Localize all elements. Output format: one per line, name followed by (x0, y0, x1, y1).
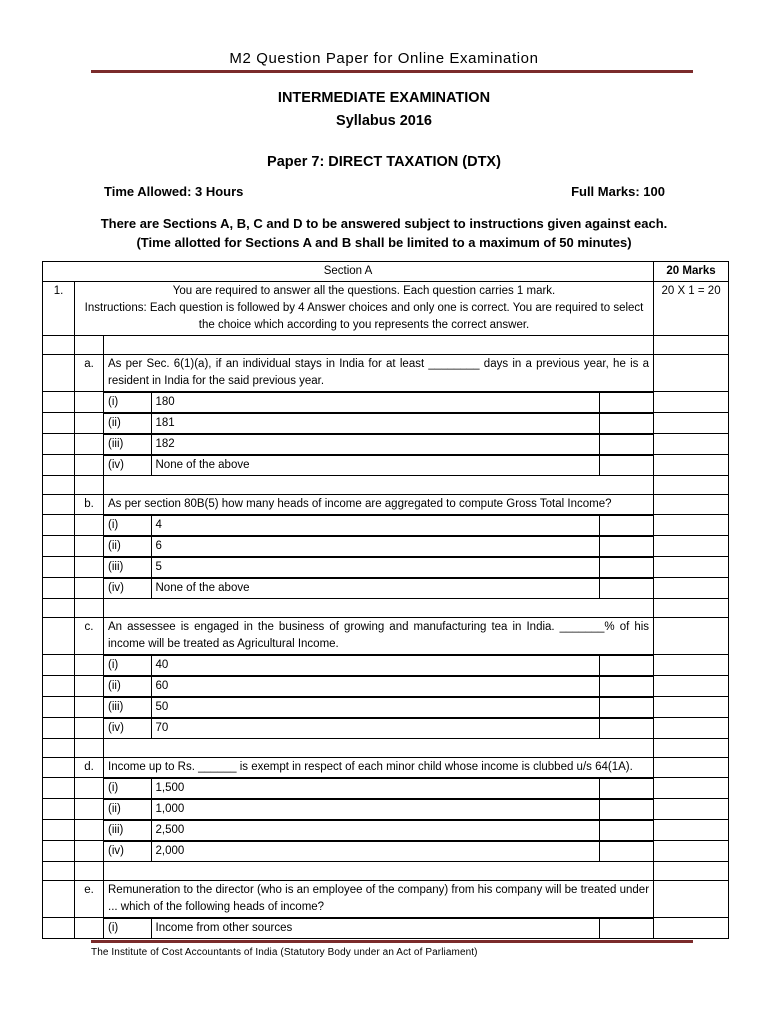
spacer-row (43, 476, 729, 495)
question-row (43, 355, 729, 392)
option-text: 40 (151, 656, 599, 676)
option-row (43, 434, 729, 455)
option-label: (ii) (104, 677, 151, 697)
option-text: 2,000 (151, 842, 599, 862)
question-label: a. (75, 355, 104, 392)
marks-calculation: 20 X 1 = 20 (654, 282, 729, 336)
general-instructions (75, 282, 654, 336)
spacer-row (43, 862, 729, 881)
option-row (43, 918, 729, 939)
option-text: 180 (151, 393, 599, 413)
section-marks: 20 Marks (654, 262, 729, 282)
syllabus: Syllabus 2016 (336, 113, 432, 129)
option-label: (iii) (104, 435, 151, 455)
option-label: (iii) (104, 558, 151, 578)
option-label: (i) (104, 516, 151, 536)
exam-name: INTERMEDIATE EXAMINATION (277, 90, 491, 106)
question-text: Income up to Rs. ______ is exempt in respect of each minor child whose income is clubbed u/s 64(1A). (104, 758, 654, 778)
question-label: b. (75, 495, 104, 515)
option-label: (i) (104, 393, 151, 413)
option-row (43, 841, 729, 862)
option-text: 181 (151, 414, 599, 434)
option-row (43, 578, 729, 599)
option-text: 1,500 (151, 779, 599, 799)
instruction-line-1: There are Sections A, B, C and D to be answered subject to instructions given against each. (100, 216, 668, 231)
question-text: Remuneration to the director (who is an employee of the company) from his company will be treated under ... which of the following heads of income? (104, 881, 654, 918)
option-label: (i) (104, 779, 151, 799)
general-instruction-line-2: Instructions: Each question is followed by 4 Answer choices and only one is correct. You are required to select the choice which according to you represents the correct answer. (84, 302, 644, 331)
option-row (43, 557, 729, 578)
spacer-row (43, 599, 729, 618)
question-text: As per section 80B(5) how many heads of income are aggregated to compute Gross Total Income? (104, 495, 654, 515)
question-row (43, 495, 729, 515)
option-row (43, 455, 729, 476)
option-row (43, 799, 729, 820)
instruction-line-2: (Time allotted for Sections A and B shall be limited to a maximum of 50 minutes) (136, 235, 632, 250)
full-marks: Full Marks: 100 (571, 184, 665, 199)
page-header-title: M2 Question Paper for Online Examination (229, 50, 539, 67)
option-label: (ii) (104, 537, 151, 557)
time-allowed: Time Allowed: 3 Hours (104, 184, 244, 199)
option-row (43, 676, 729, 697)
option-text: 5 (151, 558, 599, 578)
option-label: (iii) (104, 698, 151, 718)
option-label: (ii) (104, 800, 151, 820)
option-row (43, 778, 729, 799)
option-text: 2,500 (151, 821, 599, 841)
option-text: 60 (151, 677, 599, 697)
option-label: (iii) (104, 821, 151, 841)
option-row (43, 392, 729, 413)
question-label: e. (75, 881, 104, 918)
option-row (43, 536, 729, 557)
option-label: (ii) (104, 414, 151, 434)
option-label: (iv) (104, 842, 151, 862)
question-row (43, 618, 729, 655)
question-table (42, 261, 729, 939)
option-text: 1,000 (151, 800, 599, 820)
general-instruction-line-1: You are required to answer all the questions. Each question carries 1 mark. (172, 285, 556, 297)
option-text: 182 (151, 435, 599, 455)
header-rule (91, 70, 693, 73)
spacer-row (43, 336, 729, 355)
option-label: (iv) (104, 579, 151, 599)
option-label: (iv) (104, 719, 151, 739)
question-label: c. (75, 618, 104, 655)
option-row (43, 697, 729, 718)
option-label: (i) (104, 656, 151, 676)
paper-title: Paper 7: DIRECT TAXATION (DTX) (267, 154, 501, 170)
question-row (43, 881, 729, 918)
section-title: Section A (43, 262, 654, 282)
option-row (43, 413, 729, 434)
footer-text: The Institute of Cost Accountants of India (Statutory Body under an Act of Parliament) (91, 947, 478, 958)
option-row (43, 655, 729, 676)
question-label: d. (75, 758, 104, 778)
spacer-row (43, 739, 729, 758)
option-text: 4 (151, 516, 599, 536)
option-row (43, 515, 729, 536)
option-row (43, 820, 729, 841)
option-text: None of the above (151, 579, 599, 599)
option-row (43, 718, 729, 739)
footer-rule (91, 940, 693, 943)
option-label: (i) (104, 919, 151, 939)
question-row (43, 758, 729, 778)
option-text: None of the above (151, 456, 599, 476)
option-text: 50 (151, 698, 599, 718)
option-text: 6 (151, 537, 599, 557)
question-text: An assessee is engaged in the business of growing and manufacturing tea in India. _______% of his income will be treated as Agricultural Income. (104, 618, 654, 655)
option-text: Income from other sources (151, 919, 599, 939)
option-label: (iv) (104, 456, 151, 476)
question-text: As per Sec. 6(1)(a), if an individual stays in India for at least ________ days in a previous year, he is a resident in India for the said previous year. (104, 355, 654, 392)
question-number: 1. (43, 282, 75, 336)
option-text: 70 (151, 719, 599, 739)
